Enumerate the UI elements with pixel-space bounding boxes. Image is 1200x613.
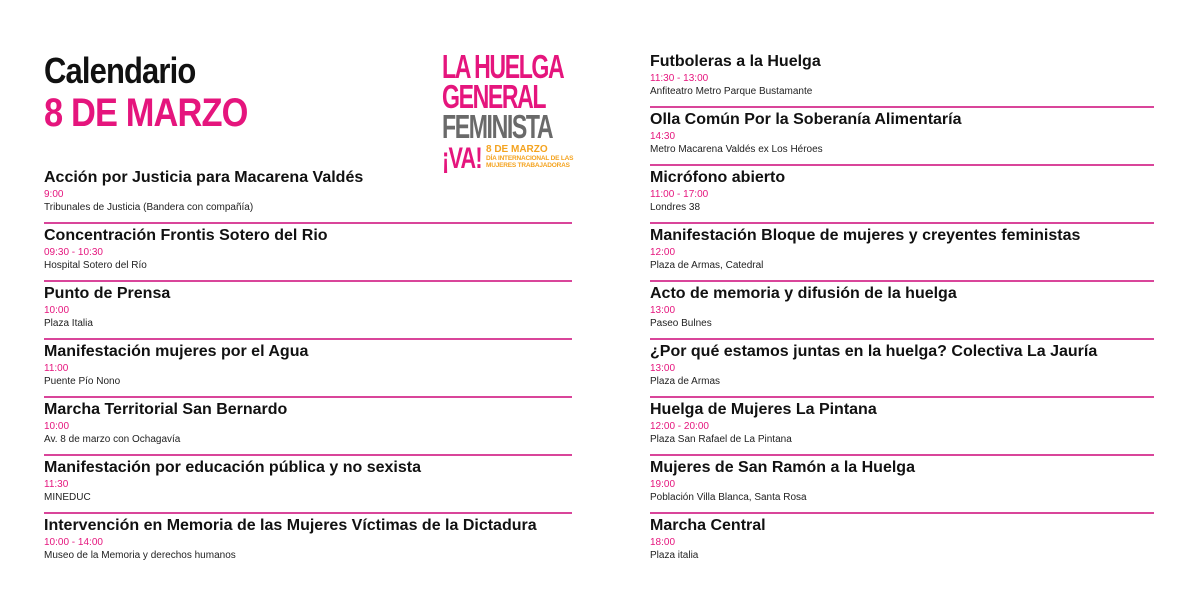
logo-line-2: GENERAL (442, 78, 546, 115)
event-place: Metro Macarena Valdés ex Los Héroes (650, 144, 823, 155)
event-item (44, 398, 572, 456)
event-time: 10:00 (44, 421, 70, 432)
logo-date: 8 DE MARZO (486, 144, 548, 155)
event-title: Manifestación Bloque de mujeres y creyentes feministas (650, 227, 1081, 244)
logo-line-1: LA HUELGA (442, 48, 564, 85)
event-place: Londres 38 (650, 202, 701, 213)
event-time: 11:00 - 17:00 (650, 189, 709, 200)
event-time: 12:00 (650, 247, 676, 258)
event-time: 14:30 (650, 131, 676, 142)
event-title: Manifestación mujeres por el Agua (44, 343, 309, 360)
event-time: 12:00 - 20:00 (650, 421, 709, 432)
event-time: 10:00 - 14:00 (44, 537, 103, 548)
event-item (650, 166, 1154, 224)
event-title: Olla Común Por la Soberanía Alimentaría (650, 111, 962, 128)
event-title: Intervención en Memoria de las Mujeres Víctimas de la Dictadura (44, 517, 537, 534)
event-time: 19:00 (650, 479, 676, 490)
event-title: Micrófono abierto (650, 169, 786, 186)
event-title: Punto de Prensa (44, 285, 171, 302)
event-item (44, 514, 572, 572)
event-place: Hospital Sotero del Río (44, 260, 147, 271)
event-time: 11:30 - 13:00 (650, 73, 709, 84)
event-item (44, 224, 572, 282)
event-title: Huelga de Mujeres La Pintana (650, 401, 877, 418)
event-title: Marcha Central (650, 517, 766, 534)
event-item (650, 340, 1154, 398)
event-title: Mujeres de San Ramón a la Huelga (650, 459, 915, 476)
event-place: Av. 8 de marzo con Ochagavía (44, 434, 181, 445)
page-title: Calendario (44, 50, 196, 91)
event-item (44, 340, 572, 398)
event-time: 11:00 (44, 363, 69, 374)
event-time: 18:00 (650, 537, 676, 548)
event-time: 10:00 (44, 305, 70, 316)
event-place: Plaza Italia (44, 318, 93, 329)
event-title: Concentración Frontis Sotero del Rio (44, 227, 328, 244)
event-place: Plaza San Rafael de La Pintana (650, 434, 792, 445)
event-place: MINEDUC (44, 492, 91, 503)
event-title: Marcha Territorial San Bernardo (44, 401, 288, 418)
event-place: Plaza italia (650, 550, 699, 561)
event-time: 13:00 (650, 363, 676, 374)
event-time: 09:30 - 10:30 (44, 247, 103, 258)
event-item (44, 166, 572, 224)
event-place: Población Villa Blanca, Santa Rosa (650, 492, 807, 503)
event-place: Anfiteatro Metro Parque Bustamante (650, 86, 813, 97)
event-place: Museo de la Memoria y derechos humanos (44, 550, 236, 561)
event-place: Puente Pío Nono (44, 376, 121, 387)
event-title: Acto de memoria y difusión de la huelga (650, 285, 957, 302)
right-event-list (650, 50, 1154, 572)
event-item (44, 456, 572, 514)
logo-caption-2: MUJERES TRABAJADORAS (486, 162, 570, 169)
logo-va: ¡VA! (442, 142, 482, 175)
page-header (44, 50, 424, 135)
event-title: ¿Por qué estamos juntas en la huelga? Colectiva La Jauría (650, 343, 1098, 360)
event-title: Acción por Justicia para Macarena Valdés (44, 169, 364, 186)
event-item (44, 282, 572, 340)
event-item (650, 398, 1154, 456)
page-subtitle: 8 DE MARZO (44, 91, 248, 135)
event-item (650, 514, 1154, 572)
event-time: 13:00 (650, 305, 676, 316)
event-title: Manifestación por educación pública y no sexista (44, 459, 421, 476)
event-item (650, 108, 1154, 166)
event-item (650, 456, 1154, 514)
event-item (650, 50, 1154, 108)
logo-line-3: FEMINISTA (442, 108, 553, 145)
event-place: Plaza de Armas (650, 376, 721, 387)
event-item (650, 224, 1154, 282)
event-place: Tribunales de Justicia (Bandera con compañía) (44, 202, 254, 213)
event-time: 11:30 (44, 479, 69, 490)
left-event-list (44, 166, 572, 572)
event-title: Futboleras a la Huelga (650, 53, 821, 70)
logo-caption-1: DÍA INTERNACIONAL DE LAS (486, 155, 574, 162)
event-place: Paseo Bulnes (650, 318, 712, 329)
event-place: Plaza de Armas, Catedral (650, 260, 764, 271)
event-item (650, 282, 1154, 340)
event-time: 9:00 (44, 189, 64, 200)
